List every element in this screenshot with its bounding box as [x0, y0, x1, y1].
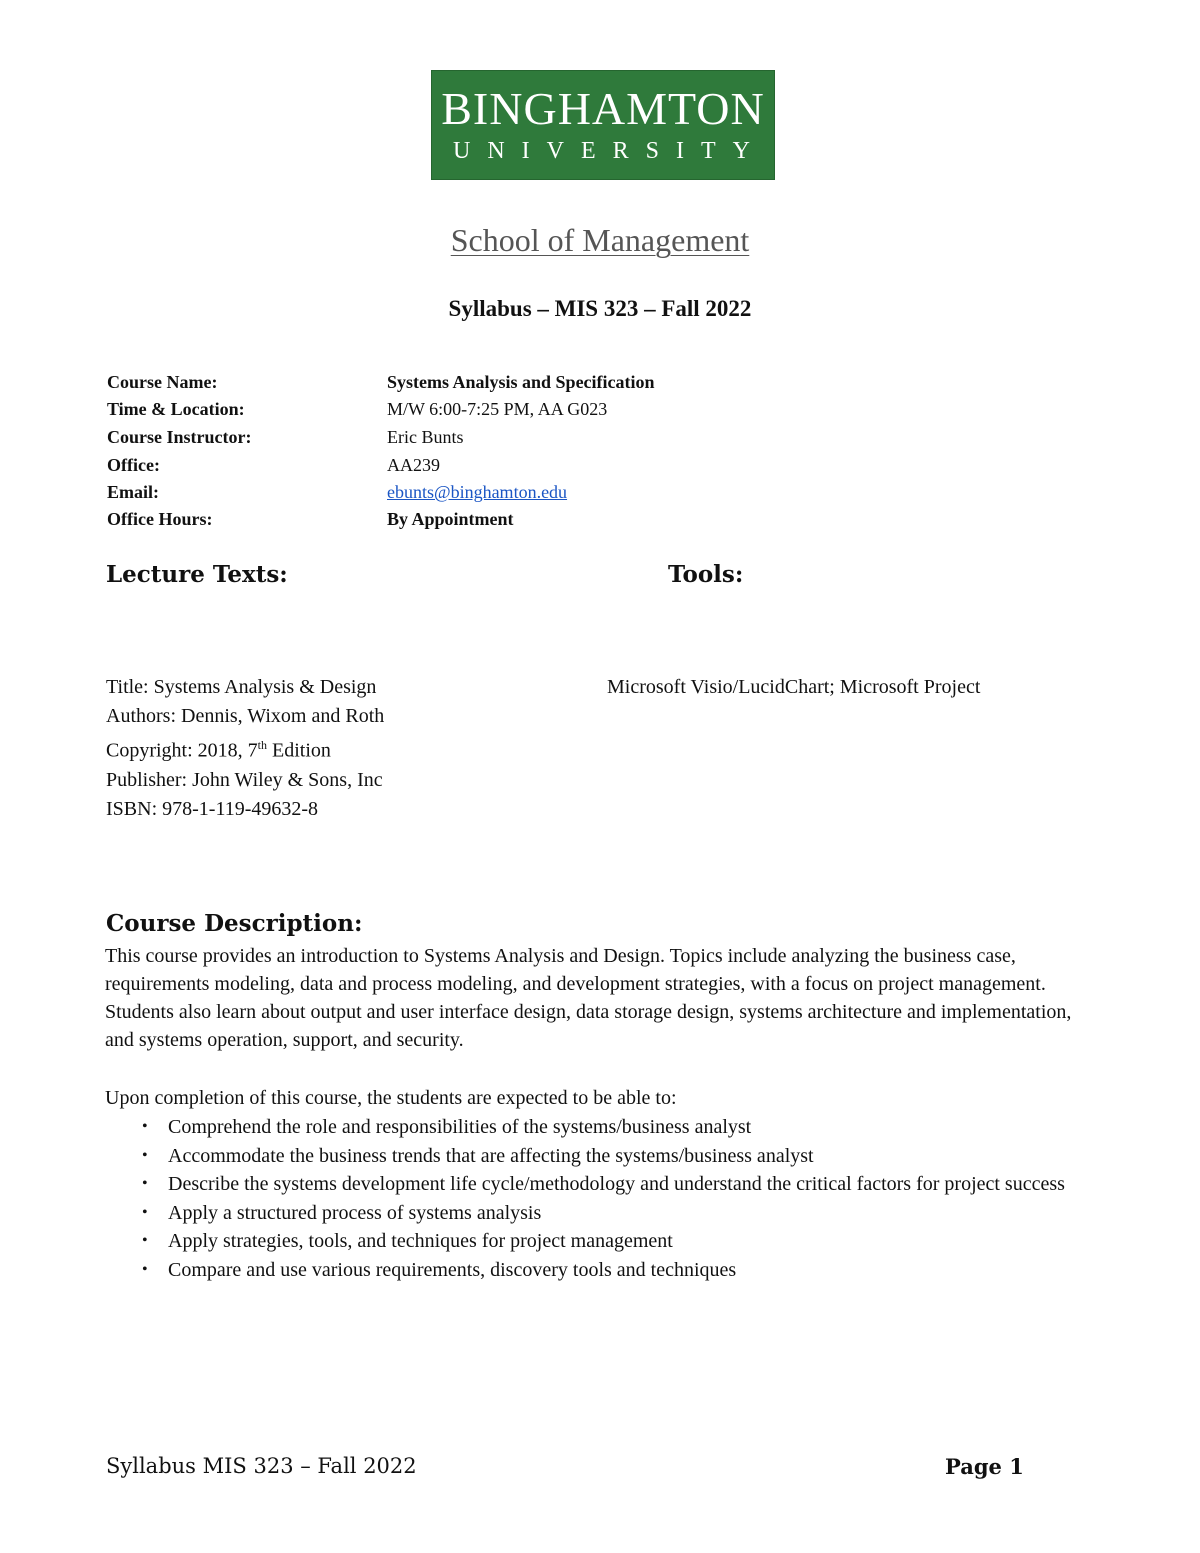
- course-description-paragraph: This course provides an introduction to Systems Analysis and Design. Topics include analyzing the business case, requirements modeling, data and process modeling, and development strategies, with a focus on project management. Students also learn about output and user interface design, data storage design, systems architecture and implementation, and systems operation, support, and security.: [105, 945, 1072, 1051]
- email-link[interactable]: ebunts@binghamton.edu: [387, 482, 568, 502]
- course-name-value: Systems Analysis and Specification: [387, 372, 655, 392]
- bullet-icon: •: [142, 1175, 148, 1192]
- outcomes-intro: Upon completion of this course, the students are expected to be able to:: [105, 1087, 677, 1109]
- page-number: Page 1: [945, 1454, 1024, 1479]
- bullet-icon: •: [142, 1260, 148, 1278]
- bullet-icon: •: [142, 1203, 148, 1221]
- book-title: Title: Systems Analysis & Design: [106, 676, 377, 698]
- office-label: Office:: [107, 455, 160, 475]
- binghamton-university-logo: [431, 70, 775, 180]
- list-item: • Compare and use various requirements, discovery tools and techniques: [130, 1256, 1070, 1285]
- list-item: • Comprehend the role and responsibilities of the systems/business analyst: [130, 1113, 1070, 1142]
- logo-subtitle: UNIVERSITY: [453, 138, 767, 164]
- office-hours-label: Office Hours:: [107, 509, 213, 529]
- instructor-value: Eric Bunts: [387, 427, 464, 447]
- instructor-label: Course Instructor:: [107, 427, 252, 447]
- bullet-icon: •: [142, 1146, 148, 1164]
- school-name: School of Management: [450, 222, 750, 258]
- syllabus-title: Syllabus – MIS 323 – Fall 2022: [448, 296, 752, 321]
- footer-title: Syllabus MIS 323 – Fall 2022: [106, 1454, 417, 1478]
- learning-outcomes-list: [130, 1113, 1070, 1284]
- office-value: AA239: [387, 455, 440, 475]
- list-item: • Apply strategies, tools, and techniques for project management: [130, 1227, 1070, 1256]
- course-description-heading: Course Description:: [106, 910, 363, 937]
- book-publisher: Publisher: John Wiley & Sons, Inc: [106, 768, 383, 791]
- time-location-label: Time & Location:: [107, 399, 245, 419]
- logo-wordmark: BINGHAMTON: [441, 83, 765, 134]
- office-hours-value: By Appointment: [387, 509, 514, 529]
- list-item: • Accommodate the business trends that are affecting the systems/business analyst: [130, 1142, 1070, 1171]
- email-label: Email:: [107, 482, 159, 502]
- time-location-value: M/W 6:00-7:25 PM, AA G023: [387, 399, 608, 419]
- bullet-icon: •: [142, 1232, 148, 1249]
- book-copyright: Copyright: 2018, 7th Edition: [106, 738, 331, 762]
- lecture-texts-heading: Lecture Texts:: [106, 561, 288, 588]
- course-name-label: Course Name:: [107, 372, 218, 392]
- lecture-text-book: [106, 673, 384, 824]
- tools-heading: Tools:: [668, 561, 744, 588]
- tools-text: Microsoft Visio/LucidChart; Microsoft Project: [607, 676, 981, 698]
- list-item: • Describe the systems development life cycle/methodology and understand the critical factors for project success: [130, 1170, 1070, 1199]
- book-authors: Authors: Dennis, Wixom and Roth: [106, 705, 385, 727]
- bullet-icon: •: [142, 1118, 148, 1135]
- list-item: • Apply a structured process of systems analysis: [130, 1199, 1070, 1228]
- book-isbn: ISBN: 978-1-119-49632-8: [106, 797, 319, 820]
